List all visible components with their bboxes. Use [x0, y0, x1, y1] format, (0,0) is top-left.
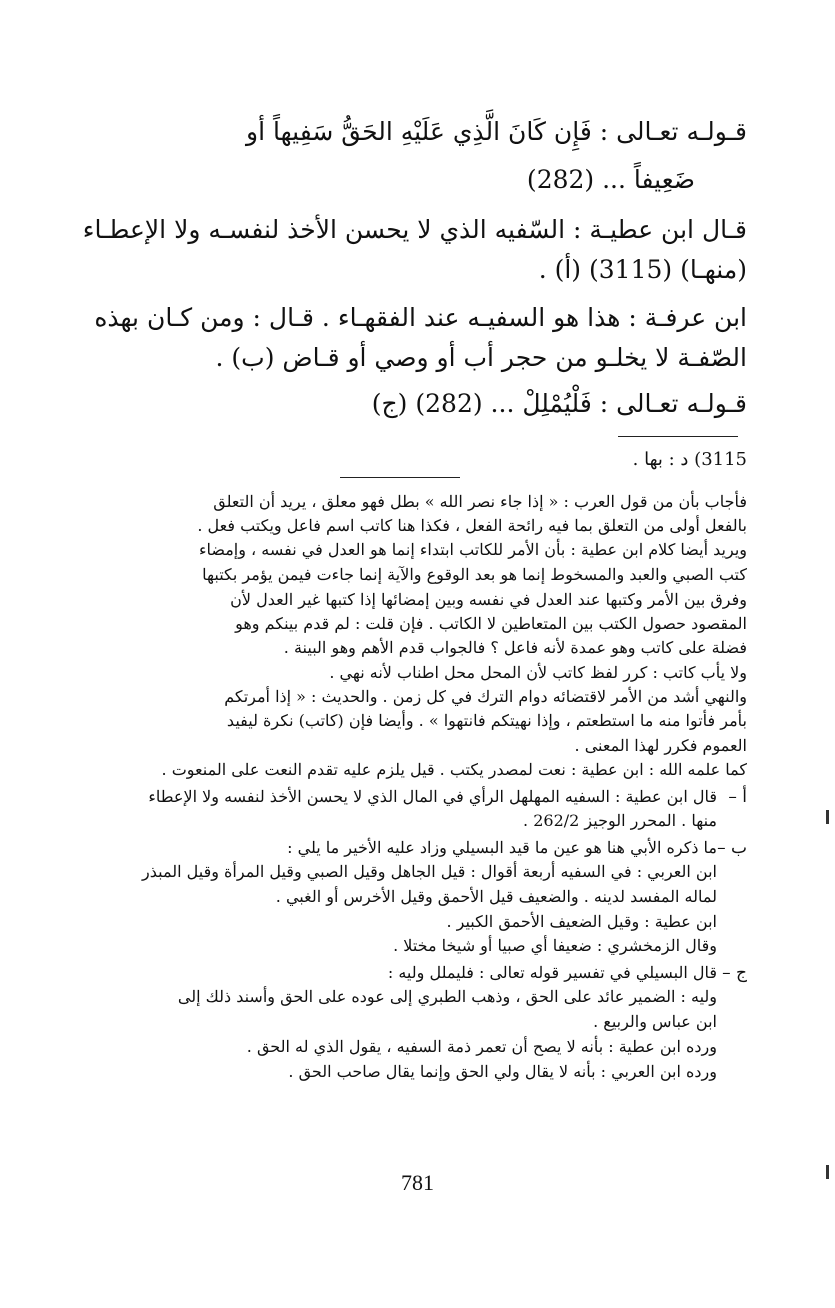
main-text-line: الصّفـة لا يخلـو من حجر أب أو وصي أو قـاض (ب) .	[215, 343, 747, 372]
footnote-line: ويريد أيضا كلام ابن عطية : بأن الأمر للكاتب ابتداء إنما هو العدل في نفسه ، وإمضاء	[198, 540, 747, 559]
note-line: ابن عطية : وقيل الضعيف الأحمق الكبير .	[446, 912, 717, 931]
note-line: قال البسيلي في تفسير قوله تعالى : فليملل وليه :	[387, 963, 717, 982]
note-line: ما ذكره الأبي هنا هو عين ما قيد البسيلي وزاد عليه الأخير ما يلي :	[287, 838, 717, 857]
apparatus-rule	[618, 436, 738, 437]
scan-edge-mark	[826, 810, 829, 824]
footnote-line: كما علمه الله : ابن عطية : نعت لمصدر يكتب . قيل يلزم عليه تقدم النعت على المنعوت .	[161, 760, 747, 779]
note-label-jim: ج –	[722, 963, 747, 983]
note-label-alif: أ –	[728, 787, 747, 807]
note-line: ورده ابن العربي : بأنه لا يقال ولي الحق وإنما يقال صاحب الحق .	[288, 1062, 717, 1081]
footnote-line: ولا يأب كاتب : كرر لفظ كاتب لأن المحل محل اطناب لأنه نهي .	[329, 663, 747, 682]
note-line: وقال الزمخشري : ضعيفا أي صبيا أو شيخا مختلا .	[393, 936, 717, 955]
footnote-line: فضلة على كاتب وهو عمدة لأنه فاعل ؟ فالجواب قدم الأهم وهو البينة .	[283, 638, 747, 657]
note-line: ورده ابن عطية : بأنه لا يصح أن تعمر ذمة السفيه ، يقول الذي له الحق .	[246, 1037, 717, 1056]
footnote-line: بأمر فأتوا منه ما استطعتم ، وإذا نهيتكم فانتهوا » . وأيضا فإن (كاتب) نكرة ليفيد	[226, 711, 747, 730]
critical-apparatus-note: 3115) د : بها .	[632, 449, 747, 470]
note-line: ابن العربي : في السفيه أربعة أقوال : قيل الجاهل وقيل الصبي وقيل المرأة وقيل المبذر	[142, 862, 717, 881]
footnote-line: والنهي أشد من الأمر لاقتضائه دوام الترك في كل زمن . والحديث : « إذا أمرتكم	[224, 687, 747, 706]
note-label-ba: ب –	[717, 838, 747, 858]
footnote-line: المقصود حصول الكتب بين المتعاطين لا الكاتب . فإن قلت : لم قدم بينكم وهو	[235, 614, 747, 633]
footnote-line: فأجاب بأن من قول العرب : « إذا جاء نصر الله » بطل فهو معلق ، يريد أن التعلق	[213, 492, 747, 511]
main-text-line: (منهـا) (3115) (أ) .	[538, 255, 747, 284]
note-line: منها . المحرر الوجيز 262/2 .	[523, 811, 717, 830]
footnote-line: وفرق بين الأمر وكتبها عند العدل في نفسه وبين إمضائها إذا كتبها غير العدل لأن	[230, 590, 747, 609]
note-line: قال ابن عطية : السفيه المهلهل الرأي في المال الذي لا يحسن الأخذ لنفسه ولا الإعطاء	[148, 787, 717, 806]
footnote-line: كتب الصبي والعبد والمسخوط إنما هو بعد الوقوع والآية إنما جاءت فيمن يؤمر بكتبها	[202, 565, 747, 584]
scan-edge-mark	[826, 1165, 829, 1179]
main-text-line: قـولـه تعـالى : فَإِن كَانَ الَّذِي عَلَيْهِ الحَقُّ سَفِيهاً أو	[246, 117, 747, 146]
footnote-line: بالفعل أولى من التعلق بما فيه رائحة الفعل ، فكذا هنا كاتب اسم فاعل ويكتب فعل .	[197, 516, 747, 535]
note-line: ابن عباس والربيع .	[593, 1012, 717, 1031]
page-number: 781	[401, 1170, 434, 1195]
main-text-line: ضَعِيفاً ... (282)	[526, 165, 695, 194]
footnote-line: العموم فكرر لهذا المعنى .	[574, 736, 747, 755]
main-text-line: قـولـه تعـالى : فَلْيُمْلِلْ ... (282) (ج)	[371, 389, 747, 418]
footnote-rule	[340, 477, 460, 478]
main-text-line: قـال ابن عطيـة : السّفيه الذي لا يحسن الأخذ لنفسـه ولا الإعطـاء	[82, 215, 747, 244]
note-line: وليه : الضمير عائد على الحق ، وذهب الطبري إلى عوده على الحق وأسند ذلك إلى	[177, 987, 717, 1006]
main-text-line: ابن عرفـة : هذا هو السفيـه عند الفقهـاء . قـال : ومن كـان بهذه	[94, 303, 747, 332]
note-line: لماله المفسد لدينه . والضعيف قيل الأحمق وقيل الأخرس أو الغبي .	[275, 887, 717, 906]
